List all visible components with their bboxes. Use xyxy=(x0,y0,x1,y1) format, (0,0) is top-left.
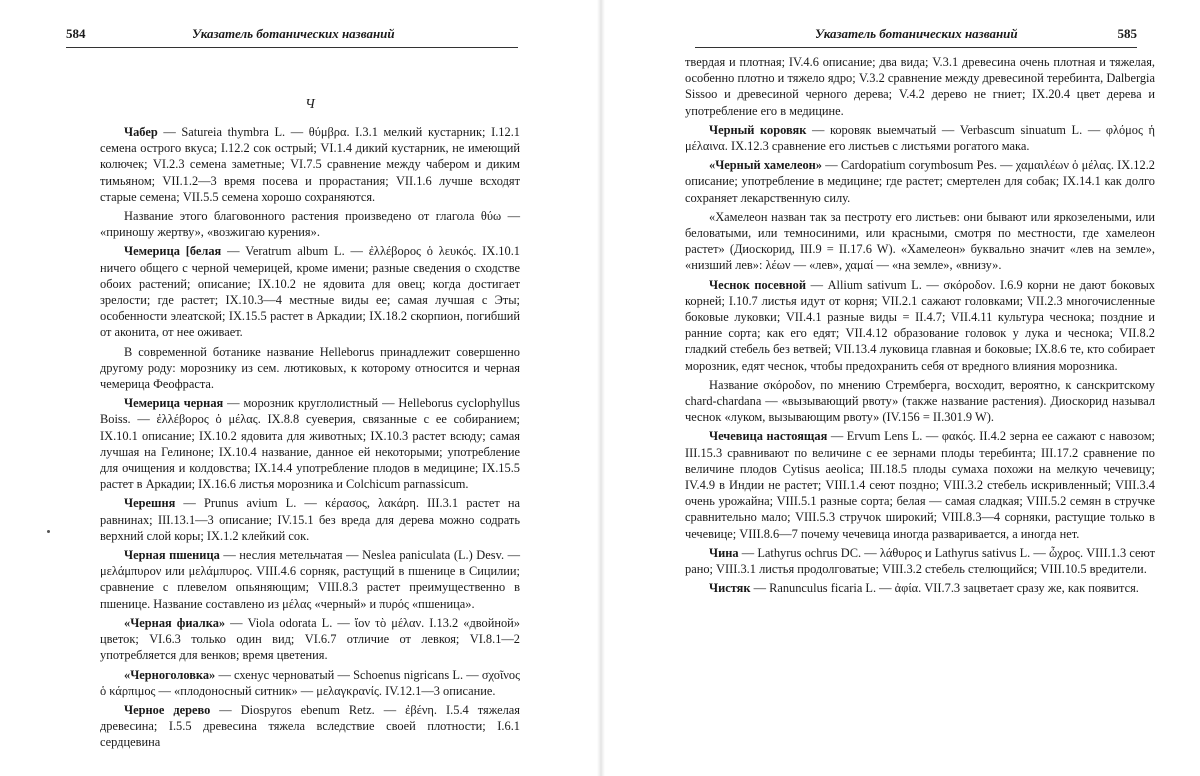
index-entry xyxy=(100,495,520,544)
running-title: Указатель ботанических названий xyxy=(815,26,1018,41)
left-page-body xyxy=(100,96,520,754)
entry-headword: Чемерица [белая xyxy=(124,244,222,259)
page-number: 585 xyxy=(1117,26,1137,41)
right-page xyxy=(603,0,1200,776)
index-note xyxy=(100,344,520,393)
entry-text: В современной ботанике название Helleborus принадлежит совершенно другому роду: морознику из сем. лютиковых, к которому относится и черная чемерица Феофраста. xyxy=(100,344,520,392)
index-note xyxy=(685,377,1155,426)
index-entry xyxy=(100,124,520,205)
entry-text: — Viola odorata L. — ἴον τὸ μέλαν. I.13.2 «двойной» цветок; VI.6.3 только один вид; VI.6.7 отличие от левкоя; VI.8.1—2 употребляется для венков; время цветения. xyxy=(100,615,521,663)
entry-text: твердая и плотная; IV.4.6 описание; два вида; V.3.1 древесина очень плотная и тяжелая, особенно плотно и тяжело ядро; V.3.2 сравнение между древесиной теребинта, Dalbergia Sissoo и древесиной черного дерева; V.4.2 дерево не гниет; IX.20.4 цвет дерева и употребление его в медицине. xyxy=(685,55,1155,118)
entry-text: — Satureia thymbra L. — θύμβρα. I.3.1 мелкий кустарник; I.12.1 семена острого вкуса; I.12.2 сок острый; VI.1.4 дикий кустарник, не имеющий колючек; VI.2.3 семена заметные; VI.7.5 сравнение между чабером и диким тимьяном; VII.1.2—3 время посева и прорастания; VII.1.6 лучше всходят старые семена; VII.5.5 семена хорошо сохраняются. xyxy=(100,125,520,204)
entry-text: — Prunus avium L. — κέρασος, λακάρη. III.3.1 растет на равнинах; III.13.1—3 описание; IV.15.1 без вреда для дерева можно содрать верхний слой коры; IX.1.2 клейкий сок. xyxy=(100,496,520,543)
right-page-body xyxy=(685,54,1155,600)
entry-headword: Чина xyxy=(709,545,739,560)
index-entry xyxy=(685,277,1155,374)
entry-headword: «Черный хамелеон» xyxy=(709,158,822,173)
index-note xyxy=(685,209,1155,274)
index-entry xyxy=(685,122,1155,154)
index-entry-continuation xyxy=(685,54,1155,119)
index-entry xyxy=(100,547,520,612)
entry-headword: Чемерица черная xyxy=(124,396,224,411)
section-letter: Ч xyxy=(305,97,315,112)
entry-headword: Черное дерево xyxy=(124,702,211,717)
index-entry xyxy=(100,615,520,664)
entry-headword: «Черная фиалка» xyxy=(124,615,226,630)
header-rule xyxy=(66,47,518,48)
entry-text: — неслия метельчатая — Neslea paniculata (L.) Desv. — μελάμπυρον или μελάμπυρος. VIII.4.6 сорняк, растущий в пшенице в Сицилии; сравнение с плевелом опьяняющим; VIII.8.3 растет преимущественно в пшенице. Название составлено из μέλας «черный» и πυρός «пшеница». xyxy=(100,548,520,611)
entry-headword: Черешня xyxy=(124,496,176,511)
index-entry xyxy=(100,702,520,751)
entry-text: — Ranunculus ficaria L. — ἀφία. VII.7.3 зацветает сразу же, как появится. xyxy=(750,581,1139,596)
index-entry xyxy=(100,667,520,699)
entry-text: — Cardopatium corymbosum Pes. — χαμαιλέων ὁ μέλας. IX.12.2 описание; употребление в медицине; где растет; смертелен для собак; IX.14.1 как долго сохраняет лекарственную силу. xyxy=(685,158,1155,205)
entry-text: — Diospyros ebenum Retz. — ἐβένη. I.5.4 тяжелая древесина; I.5.5 древесина тяжела вследствие своей плотности; I.6.1 сердцевина xyxy=(100,702,520,750)
entry-text: «Хамелеон назван так за пестроту его листьев: они бывают или яркозелеными, или беловатыми, или темносиними, или красными, смотря по местности, где хамелеон растет» (Диоскорид, III.9 = II.17.6 W). «Хамелеон» буквально значит «лев на земле», «низший лев»: λέων — «лев», χαμαί — «на земле», «внизу». xyxy=(685,209,1155,273)
index-entry xyxy=(100,243,520,340)
entry-headword: Чистяк xyxy=(709,581,751,596)
header-rule xyxy=(695,47,1137,48)
entry-text: — схенус черноватый — Schoenus nigricans L. — σχοῖνος ὁ κάρπιμος — «плодоносный ситник» — μελαγκρανίς. IV.12.1—3 описание. xyxy=(100,667,520,698)
entry-headword: Чабер xyxy=(124,125,158,139)
entry-text: — Allium sativum L. — σκόροδον. I.6.9 корни не дают боковых корней; I.10.7 листья идут от корня; VII.2.1 сажают головками; VII.2.3 многочисленные боковые луковки; VII.4.1 разные виды = II.4.7; VII.4.11 культура чеснока; поздние и ранние сорта; как его едят; VII.4.12 образование головок у лука и чеснока; VII.8.2 гладкий стебель без ветвей; VII.13.4 луковица главная и боковые; IX.8.6 те, кто собирает морозник, едят чеснок, чтобы предохранить себя от вредного влияния морозника. xyxy=(685,277,1156,373)
index-entry xyxy=(685,545,1155,577)
entry-text: — коровяк выемчатый — Verbascum sinuatum L. — φλόμος ἡ μέλαινα. IX.12.3 сравнение его листьев с листьями рогатого мака. xyxy=(685,122,1155,154)
entry-text: Название σκόροδον, по мнению Стремберга, восходит, вероятно, к санскритскому chard-chardana — «вызывающий рвоту» (также название растения). Диоскорид называл чеснок «луком, вызывающим рвоту» (IV.156 = II.301.9 W). xyxy=(685,377,1155,425)
index-entry xyxy=(685,580,1155,596)
index-entry xyxy=(685,428,1155,541)
running-title: Указатель ботанических названий xyxy=(192,26,395,41)
left-page-header xyxy=(66,22,518,46)
page-number: 584 xyxy=(66,26,86,41)
right-page-header xyxy=(695,22,1137,46)
entry-headword: Чечевица настоящая xyxy=(709,429,828,444)
entry-text: — Ervum Lens L. — φακός. II.4.2 зерна ее сажают с навозом; III.15.3 сравнивают по величине с ее зернами плоды теребинта; III.17.2 сравнение по величине плодов Cytisus aeolica; III.18.5 плоды сумаха похожи на мелкую чечевицу; IV.4.9 в Индии не растет; VIII.1.4 сеют поздно; VIII.3.2 стебель искривленный; VIII.3.4 очень урожайна; VIII.5.1 разные сорта; белая — самая сладкая; VIII.5.2 семян в стручке сравнительно мало; VIII.5.3 стручок широкий; VIII.8.3—4 сорняки, растущие только в чечевице; VIII.8.6—7 почему чечевица иногда разваривается, а иногда нет. xyxy=(685,429,1155,541)
entry-text: — Lathyrus ochrus DC. — λάθυρος и Lathyrus sativus L. — ὦχρος. VIII.1.3 сеют рано; VIII.3.1 листья продолговатые; VIII.3.2 стебель стелющийся; VIII.10.5 вредители. xyxy=(685,545,1155,577)
entry-headword: Чеснок посевной xyxy=(709,277,806,292)
index-entry xyxy=(685,157,1155,206)
entry-headword: «Черноголовка» xyxy=(124,667,216,682)
entry-headword: Черная пшеница xyxy=(124,548,220,563)
index-note xyxy=(100,208,520,240)
index-entry xyxy=(100,395,520,492)
entry-headword: Черный коровяк xyxy=(709,122,807,137)
entry-text: Название этого благовонного растения произведено от глагола θύω — «приношу жертву», «возжигаю курения». xyxy=(100,209,520,240)
print-speck xyxy=(47,530,50,533)
entry-text: — Veratrum album L. — ἐλλέβορος ὁ λευκός. IX.10.1 ничего общего с черной чемерицей, кроме имени; разные сведения о сходстве обоих растений; описание; IX.10.2 не ядовита для овец; когда достигает зрелости; где растет; IX.10.3—4 местные виды ее; самая лучшая с Эты; особенности элеатской; IX.15.5 растет в Аркадии; IX.18.2 скорпион, погибший от аконита, от нее оживает. xyxy=(100,244,520,340)
entry-text: — морозник круглолистный — Helleborus cyclophyllus Boiss. — ἐλλέβορος ὁ μέλας. IX.8.8 суеверия, связанные с ее собиранием; IX.10.1 описание; IX.10.2 ядовита для животных; IX.10.3 растет всюду; самая лучшая на Гелиноне; IX.10.4 название, данное ей некоторыми; употребление для очищения и колдовства; IX.14.4 употребление плодов в медицине; IX.15.5 растет в Аркадии; IX.16.6 листья морозника и Colchicum parnassicum. xyxy=(100,396,520,492)
